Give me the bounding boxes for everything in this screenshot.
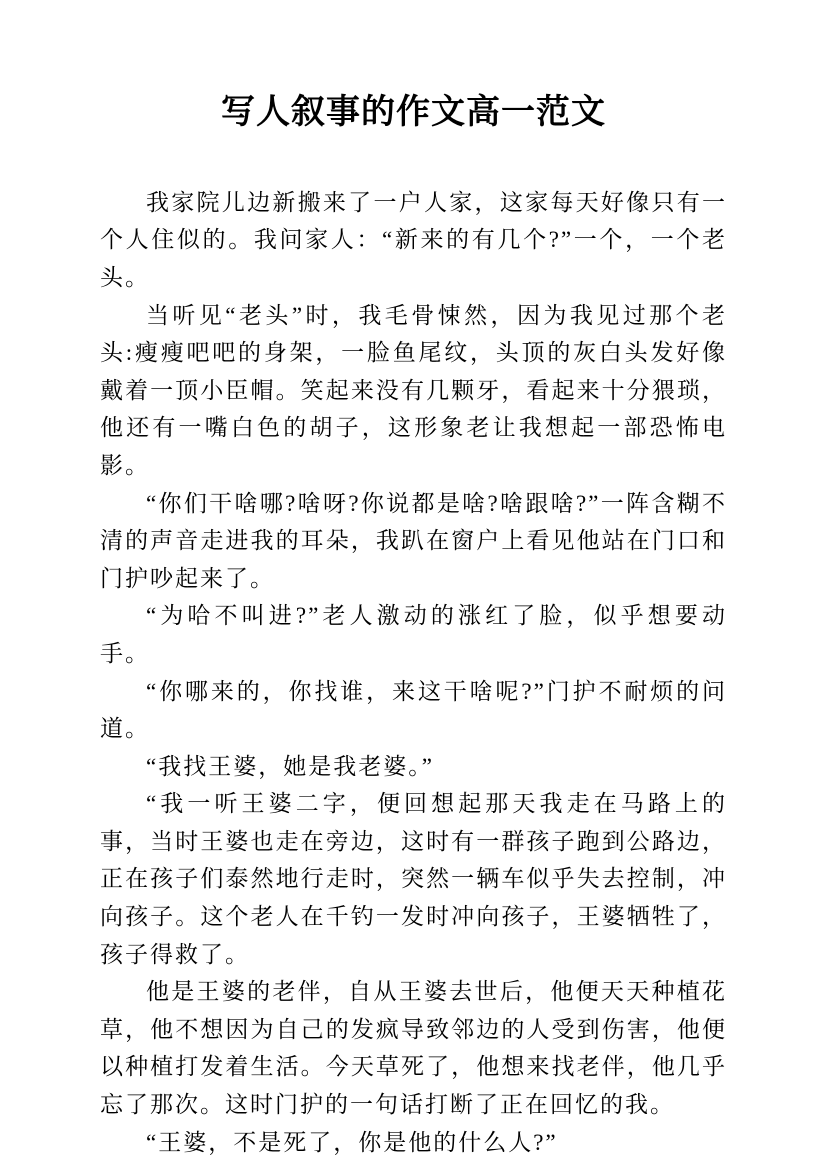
paragraph: “王婆，不是死了，你是他的什么人?” [146, 1129, 558, 1155]
paragraph: “我找王婆，她是我老婆。” [146, 753, 434, 779]
paragraph: 他是王婆的老伴，自从王婆去世后，他便天天种植花草，他不想因为自己的发疯导致邻边的人受到伤害，他便以种植打发着生活。今天草死了，他想来找老伴，他几乎忘了那次。这时门护的一句话打断了正在回忆的我。 [100, 979, 727, 1118]
paragraph: 我家院儿边新搬来了一户人家，这家每天好像只有一个人住似的。我问家人：“新来的有几个?”一个，一个老头。 [100, 189, 727, 290]
paragraph: 当听见“老头”时，我毛骨悚然，因为我见过那个老头:瘦瘦吧吧的身架，一脸鱼尾纹，头顶的灰白头发好像戴着一顶小臣帽。笑起来没有几颗牙，看起来十分猥琐，他还有一嘴白色的胡子，这形象老让我想起一部恐怖电影。 [100, 302, 727, 478]
paragraph: “你哪来的，你找谁，来这干啥呢?”门护不耐烦的问道。 [100, 678, 727, 742]
paragraph: “你们干啥哪?啥呀?你说都是啥?啥跟啥?”一阵含糊不清的声音走进我的耳朵，我趴在窗户上看见他站在门口和门护吵起来了。 [100, 490, 727, 591]
document-title: 写人叙事的作文高一范文 [221, 94, 606, 131]
document-body [100, 184, 727, 1161]
paragraph: “我一听王婆二字，便回想起那天我走在马路上的事，当时王婆也走在旁边，这时有一群孩子跑到公路边，正在孩子们泰然地行走时，突然一辆车似乎失去控制，冲向孩子。这个老人在千钓一发时冲向孩子，王婆牺牲了，孩子得救了。 [100, 791, 727, 967]
paragraph: “为哈不叫进?”老人激动的涨红了脸，似乎想要动手。 [100, 603, 727, 666]
